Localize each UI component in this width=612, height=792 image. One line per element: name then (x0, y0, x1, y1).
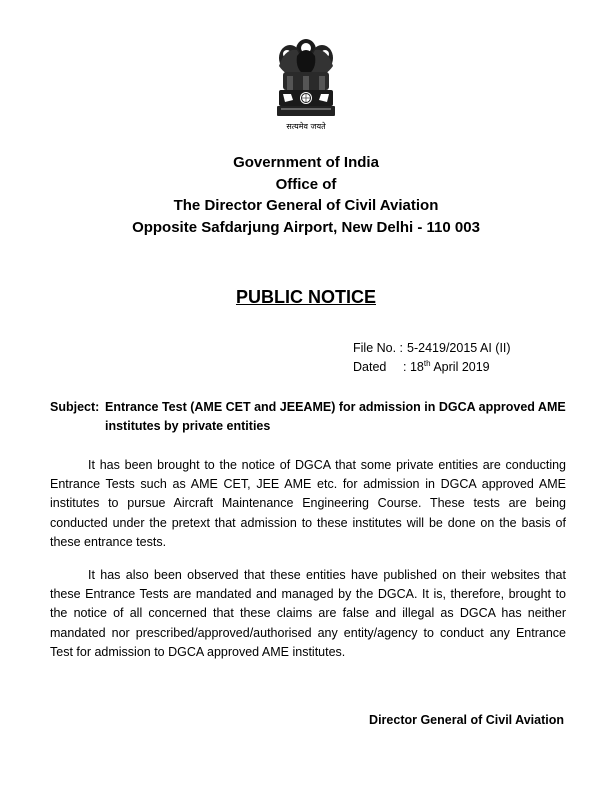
paragraph: It has been brought to the notice of DGCA that some private entities are conducting Entrance Tests such as AME CET, JEE AME etc. for admission in DGCA approved AME institutes to pursue Aircraft Maintenance Engineering Course. These tests are being conducted under the pretext that admission to these institutes will be done on the basis of these entrance tests. (50, 458, 566, 549)
signatory: Director General of Civil Aviation (369, 713, 564, 727)
date-month-year: April 2019 (433, 360, 490, 374)
date-row (353, 358, 511, 377)
date-day: 18 (409, 360, 424, 374)
subject-label: Subject: (50, 400, 100, 414)
subject-text: Entrance Test (AME CET and JEEAME) for admission in DGCA approved AME institutes by private entities (105, 400, 566, 433)
file-meta (353, 339, 511, 377)
letterhead (0, 152, 612, 238)
paragraph: It has also been observed that these entities have published on their websites that these Entrance Tests are mandated and managed by the DGCA. It is, therefore, brought to the notice of all concerned that these claims are false and illegal as DGCA has neither mandated nor prescribed/approved/authorised any entity/agency to conduct any Entrance Test for admission to DGCA approved AME institutes. (50, 568, 566, 659)
date-suffix: th (423, 358, 431, 368)
national-emblem-icon (265, 36, 347, 122)
header-department: The Director General of Civil Aviation (173, 197, 439, 214)
file-number-value: 5-2419/2015 AI (II) (407, 341, 511, 355)
file-number-row (353, 339, 511, 358)
subject (50, 398, 570, 436)
header-office: Office of (275, 175, 337, 193)
emblem-motto: सत्यमेव जयते (286, 122, 326, 131)
date-separator: : (403, 360, 407, 374)
date-label: Dated (353, 360, 387, 374)
file-number-label: File No. : (353, 341, 404, 355)
notice-body (50, 456, 566, 676)
header-address: Opposite Safdarjung Airport, New Delhi - 110 003 (132, 218, 480, 236)
header-government: Government of India (233, 154, 379, 171)
emblem (265, 36, 347, 140)
notice-title: PUBLIC NOTICE (235, 287, 376, 307)
